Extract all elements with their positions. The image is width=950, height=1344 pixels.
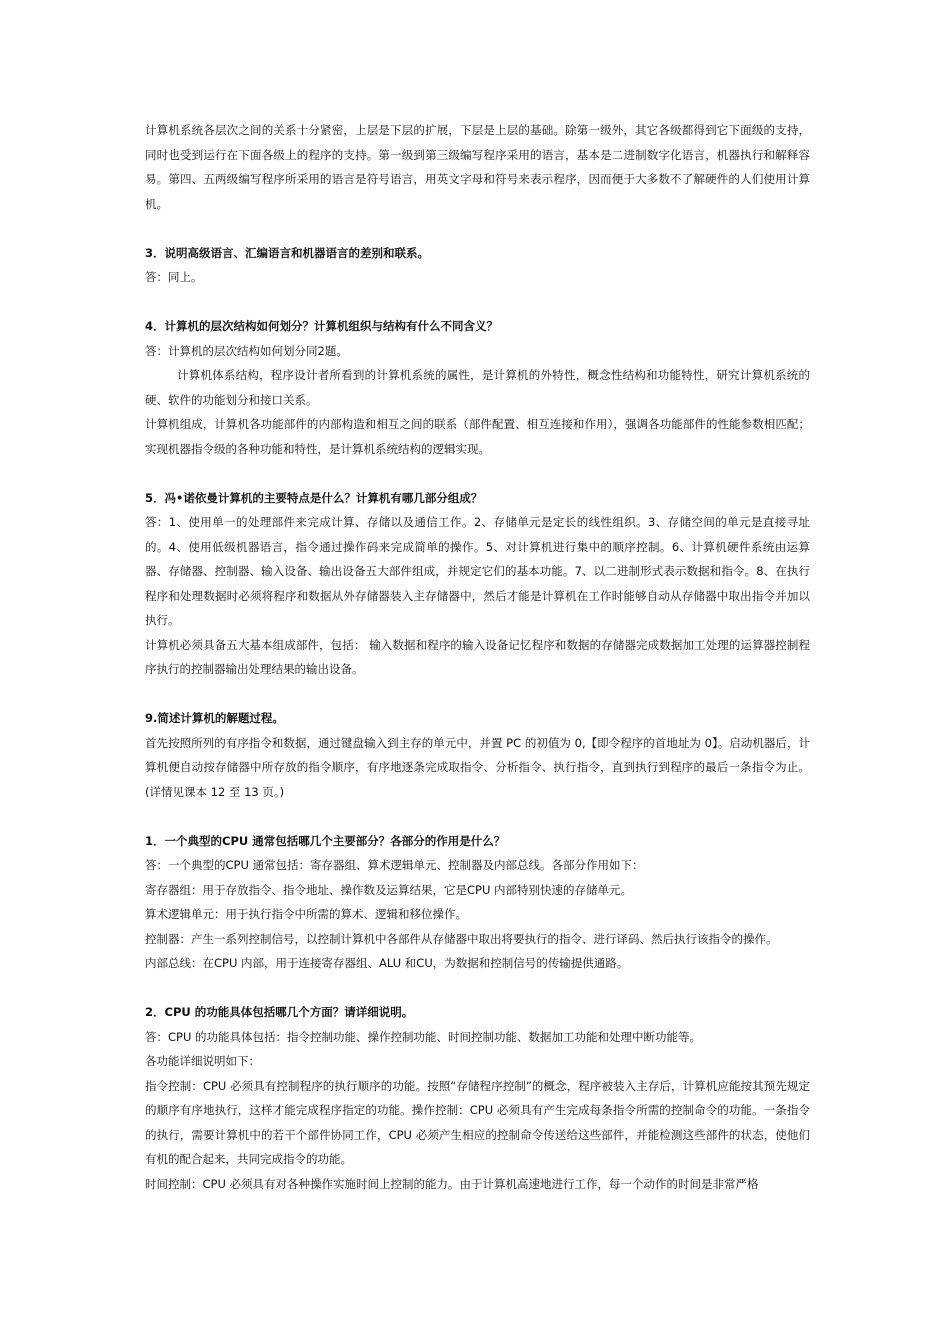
answer-5-components: 计算机必须具备五大基本组成部件，包括： 输入数据和程序的输入设备记忆程序和数据的存储器完成数据加工处理的运算器控制程序执行的控制器输出处理结果的输出设备。 [145, 637, 810, 676]
answer-cpu-1-bus: 内部总线：在CPU 内部，用于连接寄存器组、ALU 和CU，为数据和控制信号的传输提供通路。 [145, 956, 629, 970]
question-cpu-2: 2．CPU 的功能具体包括哪几个方面？请详细说明。 [145, 1005, 414, 1019]
question-5: 5．冯•诺依曼计算机的主要特点是什么？计算机有哪几部分组成？ [145, 490, 483, 505]
paragraph-intro: 计算机系统各层次之间的关系十分紧密，上层是下层的扩展，下层是上层的基础。除第一级外，其它各级都得到它下面级的支持，同时也受到运行在下面各级上的程序的支持。第一级到第三级编写程序采用的语言，基本是二进制数字化语言，机器执行和解释容易。第四、五两级编写程序所采用的语言是符号语言，用英文字母和符号来表示程序，因而便于大多数不了解硬件的人们使用计算机。 [145, 123, 810, 211]
answer-cpu-1-registers: 寄存器组：用于存放指令、指令地址、操作数及运算结果，它是CPU 内部特别快速的存储单元。 [145, 882, 633, 897]
answer-cpu-1-alu: 算术逻辑单元：用于执行指令中所需的算术、逻辑和移位操作。 [145, 907, 467, 921]
answer-3: 答：同上。 [145, 270, 203, 284]
document-page [145, 118, 810, 1196]
question-3: 3．说明高级语言、汇编语言和机器语言的差别和联系。 [145, 245, 429, 260]
answer-4-organization: 计算机组成，计算机各功能部件的内部构造和相互之间的联系（部件配置、相互连接和作用），强调各功能部件的性能参数相匹配；实现机器指令级的各种功能和特性，是计算机系统结构的逻辑实现。 [145, 417, 810, 456]
question-cpu-1: 1．一个典型的CPU 通常包括哪几个主要部分？各部分的作用是什么？ [145, 833, 506, 848]
answer-cpu-2-summary: 答：CPU 的功能具体包括：指令控制功能、操作控制功能、时间控制功能、数据加工功能和处理中断功能等。 [145, 1029, 702, 1044]
answer-cpu-1-summary: 答：一个典型的CPU 通常包括：寄存器组、算术逻辑单元、控制器及内部总线。各部分作用如下： [145, 858, 644, 872]
question-9: 9.简述计算机的解题过程。 [145, 711, 284, 725]
question-4: 4．计算机的层次结构如何划分？计算机组织与结构有什么不同含义？ [145, 319, 498, 333]
answer-4-architecture: 计算机体系结构，程序设计者所看到的计算机系统的属性，是计算机的外特性，概念性结构和功能特性，研究计算机系统的硬、软件的功能划分和接口关系。 [145, 368, 810, 407]
answer-9: 首先按照所列的有序指令和数据，通过键盘输入到主存的单元中，并置 PC 的初值为 0,【即令程序的首地址为 0】。启动机器后，计算机便自动按存储器中所存放的指令顺序，有序地逐条完成取指令、分析指令、执行指令，直到执行到程序的最后一条指令为止。(详情见课本 12 至 13 页。) [145, 735, 810, 799]
answer-5-features: 答：1、使用单一的处理部件来完成计算、存储以及通信工作。2、存储单元是定长的线性组织。3、存储空间的单元是直接寻址的。4、使用低级机器语言，指令通过操作码来完成简单的操作。5、对计算机进行集中的顺序控制。6、计算机硬件系统由运算器、存储器、控制器、输入设备、输出设备五大部件组成，并规定它们的基本功能。7、以二进制形式表示数据和指令。8、在执行程序和处理数据时必须将程序和数据从外存储器装入主存储器中，然后才能是计算机在工作时能够自动从存储器中取出指令并加以执行。 [145, 515, 810, 627]
answer-4-line-1: 答：计算机的层次结构如何划分同2题。 [145, 343, 348, 358]
answer-cpu-2-time-control: 时间控制：CPU 必须具有对各种操作实施时间上控制的能力。由于计算机高速地进行工作，每一个动作的时间是非常严格 [145, 1176, 759, 1191]
answer-cpu-2-intro: 各功能详细说明如下： [145, 1054, 260, 1068]
answer-cpu-1-controller: 控制器：产生一系列控制信号，以控制计算机中各部件从存储器中取出将要执行的指令、进行译码、然后执行该指令的操作。 [145, 931, 778, 946]
answer-cpu-2-instruction-control: 指令控制：CPU 必须具有控制程序的执行顺序的功能。按照“存储程序控制”的概念，程序被装入主存后，计算机应能按其预先规定的顺序有序地执行，这样才能完成程序指定的功能。操作控制：CPU 必须具有产生完成每条指令所需的控制命令的功能。一条指令的执行，需要计算机中的若干个部件协同工作，CPU 必须产生相应的控制命令传送给这些部件，并能检测这些部件的状态，使他们有机的配合起来，共同完成指令的功能。 [145, 1078, 810, 1166]
